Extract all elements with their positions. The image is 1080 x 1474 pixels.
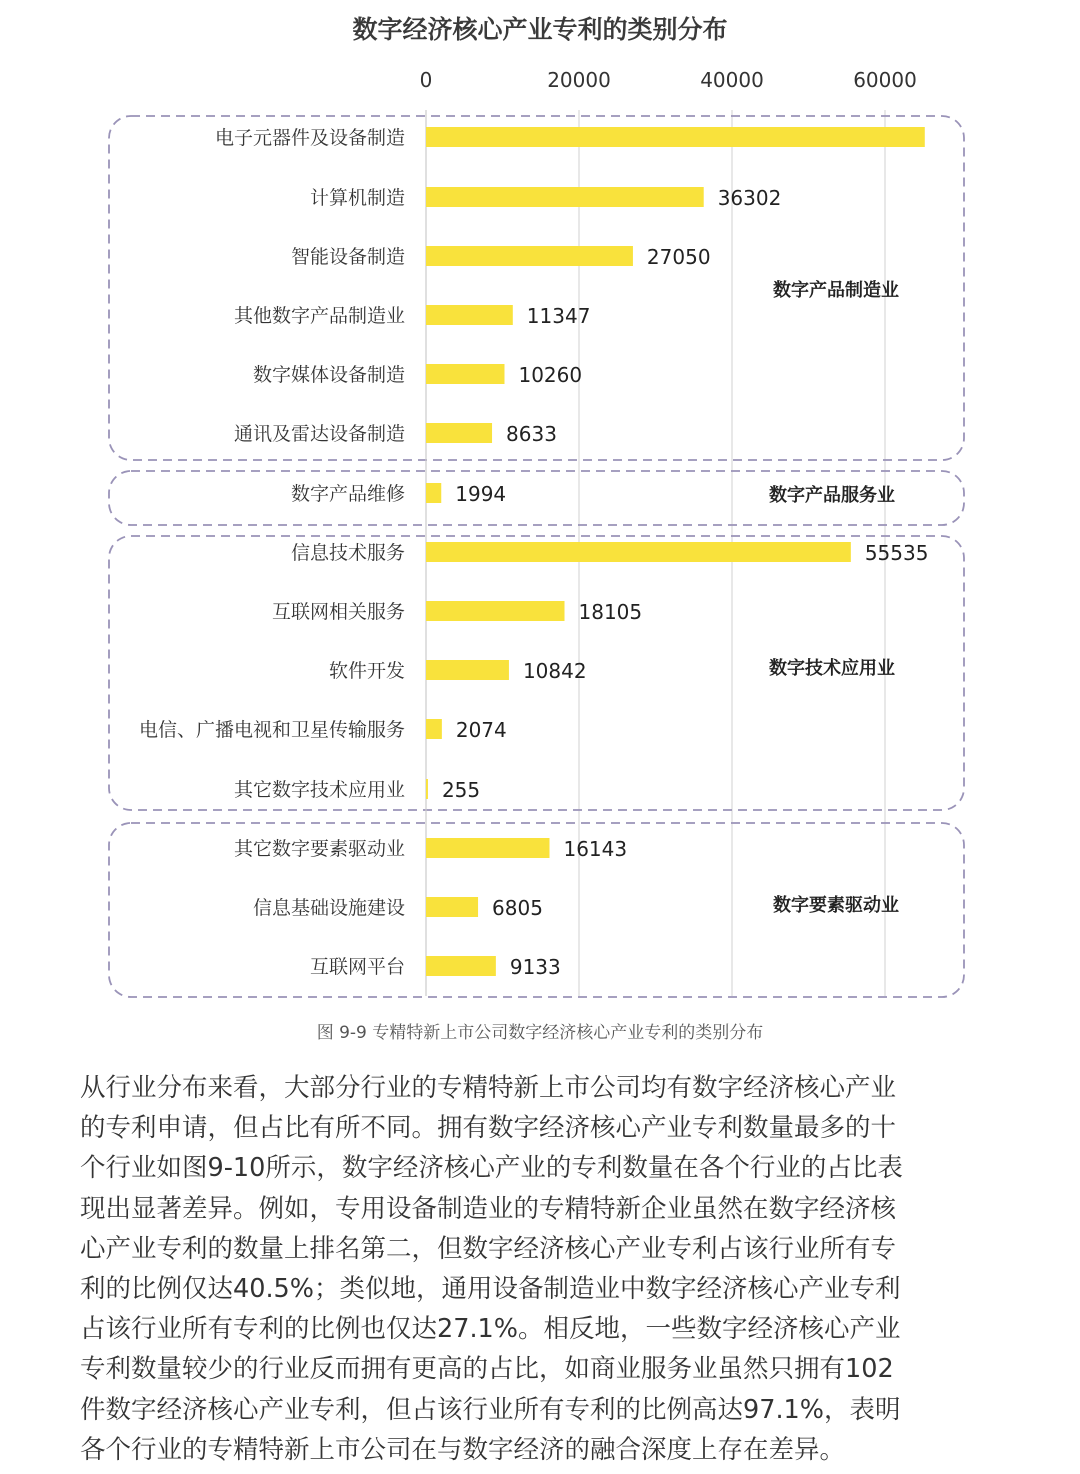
value-label: 18105 bbox=[578, 600, 643, 624]
value-label: 10842 bbox=[522, 659, 587, 683]
body-line: 从行业分布来看，大部分行业的专精特新上市公司均有数字经济核心产业 bbox=[80, 1073, 897, 1103]
body-line: 心产业专利的数量上排名第二，但数字经济核心产业专利占该行业所有专 bbox=[80, 1233, 897, 1264]
bar bbox=[426, 838, 549, 858]
category-label: 电信、广播电视和卫星传输服务 bbox=[138, 719, 405, 741]
body-paragraph bbox=[80, 1068, 985, 1470]
value-label: 9133 bbox=[509, 955, 561, 979]
figure-caption: 图 9-9 专精特新上市公司数字经济核心产业专利的类别分布 bbox=[316, 1023, 764, 1043]
category-label: 信息基础设施建设 bbox=[252, 897, 405, 919]
group-label: 数字产品服务业 bbox=[769, 485, 895, 506]
value-label: 10260 bbox=[518, 363, 583, 387]
bar bbox=[426, 187, 704, 207]
bar bbox=[426, 897, 478, 917]
group-label: 数字产品制造业 bbox=[773, 280, 899, 301]
category-label: 互联网相关服务 bbox=[271, 601, 405, 623]
x-tick-label: 60000 bbox=[853, 68, 917, 92]
category-label: 其他数字产品制造业 bbox=[233, 305, 405, 327]
value-label: 255 bbox=[441, 778, 481, 802]
category-label: 数字媒体设备制造 bbox=[252, 364, 405, 386]
x-tick-label: 40000 bbox=[700, 68, 764, 92]
value-label: 16143 bbox=[563, 837, 628, 861]
category-label: 信息技术服务 bbox=[290, 542, 405, 564]
body-line: 专利数量较少的行业反而拥有更高的占比，如商业服务业虽然只拥有102 bbox=[80, 1354, 894, 1385]
x-tick-label: 20000 bbox=[547, 68, 611, 92]
body-line: 件数字经济核心产业专利，但占该行业所有专利的比例高达97.1%，表明 bbox=[80, 1394, 901, 1425]
chart-title: 数字经济核心产业专利的类别分布 bbox=[352, 15, 728, 44]
value-label: 11347 bbox=[526, 304, 591, 328]
category-label: 其它数字技术应用业 bbox=[233, 779, 405, 801]
category-label: 智能设备制造 bbox=[290, 246, 405, 268]
category-label: 互联网平台 bbox=[309, 956, 405, 978]
x-tick-label: 0 bbox=[419, 68, 433, 92]
value-label: 55535 bbox=[864, 541, 929, 565]
bar bbox=[426, 246, 633, 266]
bar bbox=[426, 364, 504, 384]
group-label: 数字技术应用业 bbox=[769, 658, 895, 679]
body-line: 的专利申请，但占比有所不同。拥有数字经济核心产业专利数量最多的十 bbox=[80, 1113, 897, 1144]
bar bbox=[426, 779, 428, 799]
value-label: 2074 bbox=[455, 718, 507, 742]
body-line: 利的比例仅达40.5%；类似地，通用设备制造业中数字经济核心产业专利 bbox=[80, 1274, 901, 1305]
value-label: 6805 bbox=[492, 896, 543, 920]
bar bbox=[426, 483, 441, 503]
body-line: 占该行业所有专利的比例也仅达27.1%。相反地，一些数字经济核心产业 bbox=[80, 1314, 901, 1345]
value-label: 27050 bbox=[646, 245, 711, 269]
body-line: 各个行业的专精特新上市公司在与数字经济的融合深度上存在差异。 bbox=[80, 1434, 846, 1465]
category-label: 计算机制造 bbox=[309, 187, 405, 209]
bar bbox=[426, 660, 509, 680]
group-label: 数字要素驱动业 bbox=[773, 895, 899, 916]
body-line: 现出显著差异。例如，专用设备制造业的专精特新企业虽然在数字经济核 bbox=[80, 1193, 897, 1224]
category-label: 软件开发 bbox=[328, 660, 405, 682]
value-label: 8633 bbox=[506, 422, 557, 446]
bar bbox=[426, 305, 513, 325]
bar bbox=[426, 127, 925, 147]
category-label: 其它数字要素驱动业 bbox=[233, 838, 405, 860]
bar bbox=[426, 601, 565, 621]
value-label: 36302 bbox=[717, 186, 782, 210]
bar bbox=[426, 542, 851, 562]
value-label: 1994 bbox=[455, 482, 507, 506]
category-label: 数字产品维修 bbox=[290, 483, 405, 505]
bar bbox=[426, 423, 492, 443]
bar bbox=[426, 719, 442, 739]
body-line: 个行业如图9-10所示，数字经济核心产业的专利数量在各个行业的占比表 bbox=[80, 1153, 903, 1184]
bar bbox=[426, 956, 496, 976]
category-label: 通讯及雷达设备制造 bbox=[233, 423, 405, 445]
category-label: 电子元器件及设备制造 bbox=[214, 127, 405, 149]
